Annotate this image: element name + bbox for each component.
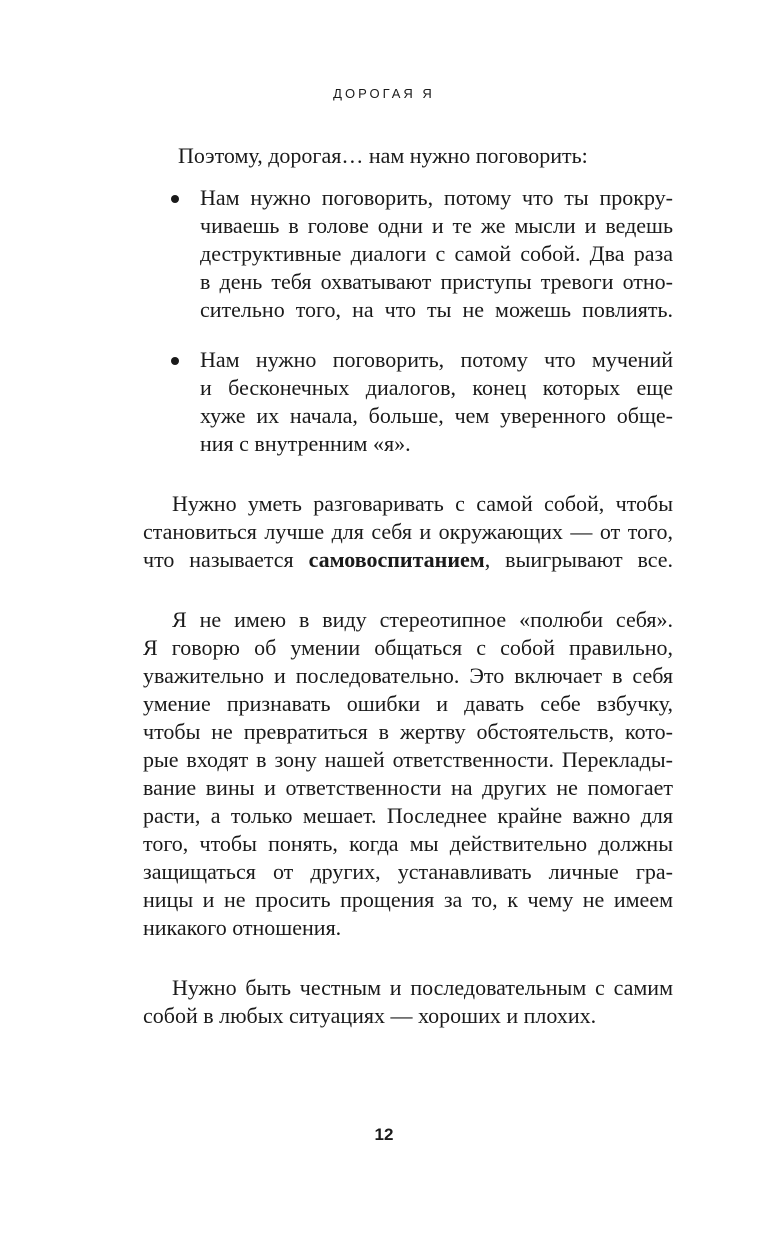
text-line: Нам нужно поговорить, потому что ты прокру- (200, 185, 673, 210)
intro-line: Поэтому, дорогая… нам нужно поговорить: (178, 143, 588, 168)
text-line: Нужно быть честным и последовательным с самим (172, 975, 673, 1000)
paragraph-self-talk (143, 490, 673, 574)
page-body (143, 142, 673, 1030)
text-line: становиться лучше для себя и окружающих — от того, (143, 519, 673, 544)
text-line: и бесконечных диалогов, конец которых еще (200, 375, 673, 400)
text-line: умение признавать ошибки и давать себе взбучку, (143, 691, 673, 716)
text-line: никакого отношения. (143, 915, 342, 940)
text-line: ницы и не просить прощения за то, к чему не имеем (143, 887, 673, 912)
text-line: уважительно и последовательно. Это включает в себя (143, 663, 673, 688)
bullet-item (143, 184, 673, 324)
text-line: того, чтобы понять, когда мы действительно должны (143, 831, 673, 856)
bold-term: самовоспитанием (308, 547, 485, 572)
text-line: хуже их начала, больше, чем уверенного обще- (200, 403, 673, 428)
paragraph-self-love (143, 606, 673, 942)
text-line: Я не имею в виду стереотипное «полюби себя». (172, 607, 673, 632)
text-line: вание вины и ответственности на других не помогает (143, 775, 673, 800)
bullet-dot-icon (171, 195, 179, 203)
text-line: расти, а только мешает. Последнее крайне важно для (143, 803, 673, 828)
text-line: Нам нужно поговорить, потому что мучений (200, 347, 673, 372)
text-line: рые входят в зону нашей ответственности. Переклады- (143, 747, 673, 772)
text-line: что называется самовоспитанием, выигрывают все. (143, 547, 673, 572)
text-line: в день тебя охватывают приступы тревоги отно- (200, 269, 673, 294)
text-line: защищаться от других, устанавливать личные гра- (143, 859, 673, 884)
text-line: сительно того, на что ты не можешь повлиять. (200, 297, 673, 322)
text-line: Нужно уметь разговаривать с самой собой, чтобы (172, 491, 673, 516)
paragraph-honesty (143, 974, 673, 1030)
text-line: собой в любых ситуациях — хороших и плохих. (143, 1003, 597, 1028)
bullet-dot-icon (171, 357, 179, 365)
text-line: чиваешь в голове одни и те же мысли и ведешь (200, 213, 673, 238)
bullet-item (143, 346, 673, 458)
text-line: Я говорю об умении общаться с собой правильно, (143, 635, 673, 660)
running-head: ДОРОГАЯ Я (333, 86, 435, 101)
text-line: деструктивные диалоги с самой собой. Два раза (200, 241, 673, 266)
text-line: чтобы не превратиться в жертву обстоятельств, кото- (143, 719, 673, 744)
text-line: ния с внутренним «я». (200, 431, 411, 456)
page-number: 12 (374, 1125, 394, 1144)
